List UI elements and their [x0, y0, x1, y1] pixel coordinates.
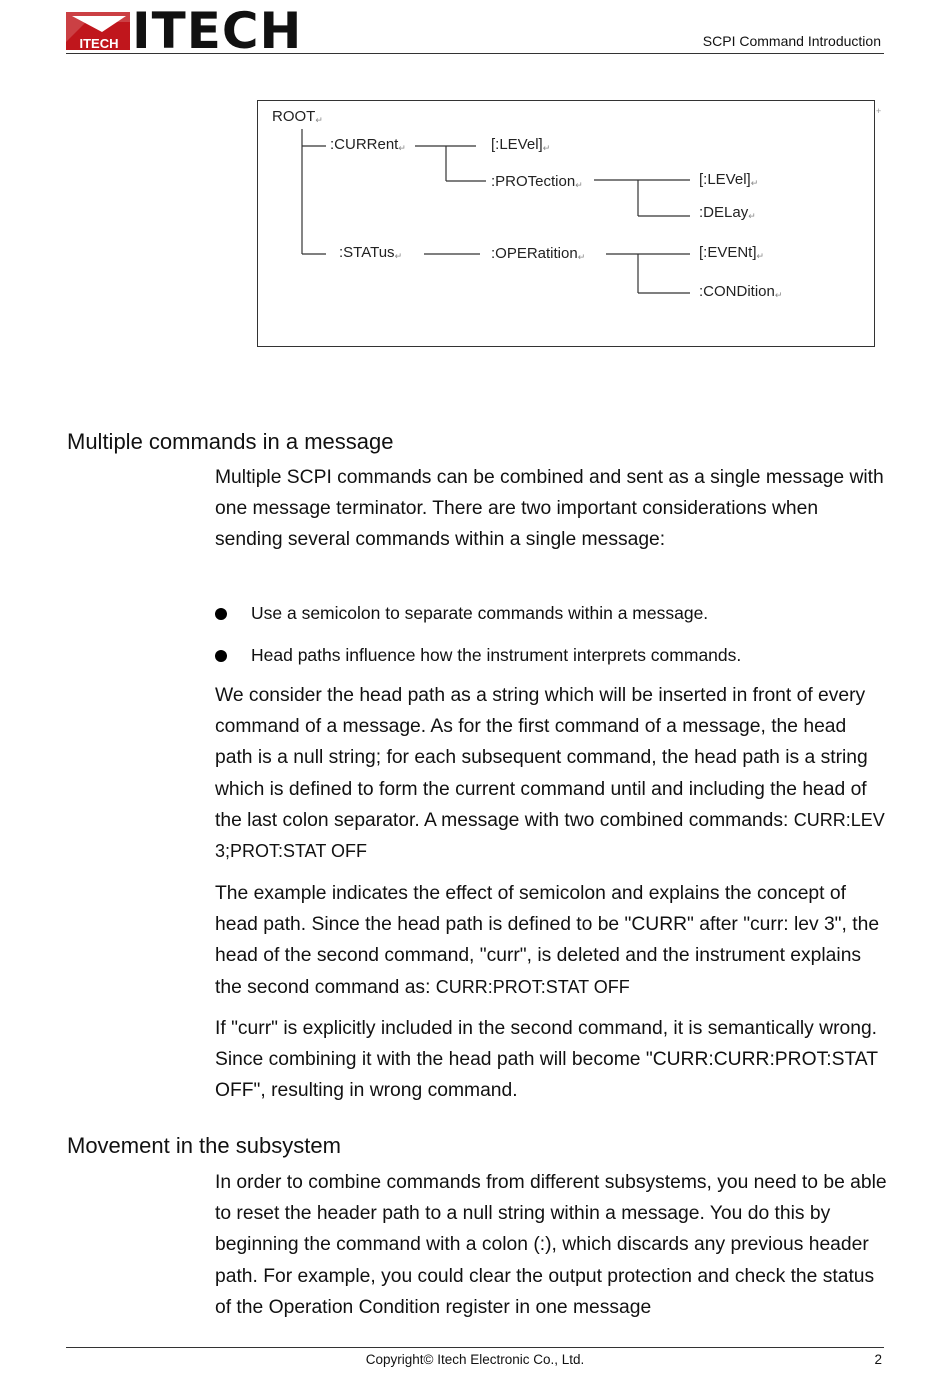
node-level: [:LEVel]↵: [491, 136, 551, 153]
node-delay: :DELay↵: [699, 204, 756, 221]
bullet-dot-icon: [215, 608, 227, 620]
paragraph-movement: In order to combine commands from different subsystems, you need to be able to reset the header path to a null string within a message. You do this by beginning the command with a colon (:), which discards any previous header path. For example, you could clear the output protection and check the status of the Operation Condition register in one message: [215, 1172, 887, 1318]
logo-flag-icon: [66, 12, 130, 50]
node-root: ROOT↵: [272, 108, 323, 125]
bullet-text: Use a semicolon to separate commands within a message.: [251, 603, 709, 623]
header-divider: [66, 53, 884, 54]
heading-movement: Movement in the subsystem: [67, 1133, 341, 1158]
node-protection: :PROTection↵: [491, 173, 583, 190]
node-event: [:EVENt]↵: [699, 244, 765, 261]
code-example: CURR:PROT:STAT OFF: [435, 976, 630, 997]
footer-copyright: Copyright© Itech Electronic Co., Ltd.: [365, 1352, 585, 1367]
bullet-dot-icon: [215, 650, 227, 662]
page-number: 2: [874, 1352, 882, 1367]
bullet-text: Head paths influence how the instrument interprets commands.: [251, 645, 742, 665]
logo-small-text: ITECH: [79, 36, 119, 50]
section-title: SCPI Command Introduction: [702, 33, 881, 49]
node-status: :STATus↵: [339, 244, 403, 261]
paragraph-example: The example indicates the effect of semicolon and explains the concept of head path. Since the head path is defined to be "CURR" after "curr: lev 3", the head of the second command, "curr", is deleted and the instrument explains the second command as: CURR:PROT:STAT OFF: [215, 883, 880, 998]
node-condition: :CONDition↵: [699, 283, 783, 300]
anchor-mark: +: [876, 106, 882, 116]
paragraph-explicit: If "curr" is explicitly included in the second command, it is semantically wrong. Since combining it with the head path will become "CURR:CURR:PROT:STAT OFF", resulting in wrong command.: [215, 1018, 878, 1102]
logo-wordmark: ITECH: [132, 2, 303, 60]
command-tree-diagram: [257, 100, 875, 347]
paragraph-intro: Multiple SCPI commands can be combined and sent as a single message with one message terminator. There are two important considerations when sending several commands within a single message:: [215, 467, 884, 551]
footer-divider: [66, 1347, 884, 1348]
node-current: :CURRent↵: [330, 136, 406, 153]
itech-logo: [66, 2, 303, 60]
node-operation: :OPERatition↵: [491, 245, 586, 262]
code-example: CURR:LEV 3;PROT:STAT OFF: [215, 809, 885, 862]
paragraph-head-path: We consider the head path as a string which will be inserted in front of every command of a message. As for the first command of a message, the head path is a null string; for each subsequent command, the head path is a string which is defined to form the current command until and including the head of the last colon separator. A message with two combined commands: CURR:LEV 3;PROT:STAT OFF: [215, 685, 885, 862]
heading-multiple-commands: Multiple commands in a message: [67, 429, 394, 454]
node-prot-level: [:LEVel]↵: [699, 171, 759, 188]
